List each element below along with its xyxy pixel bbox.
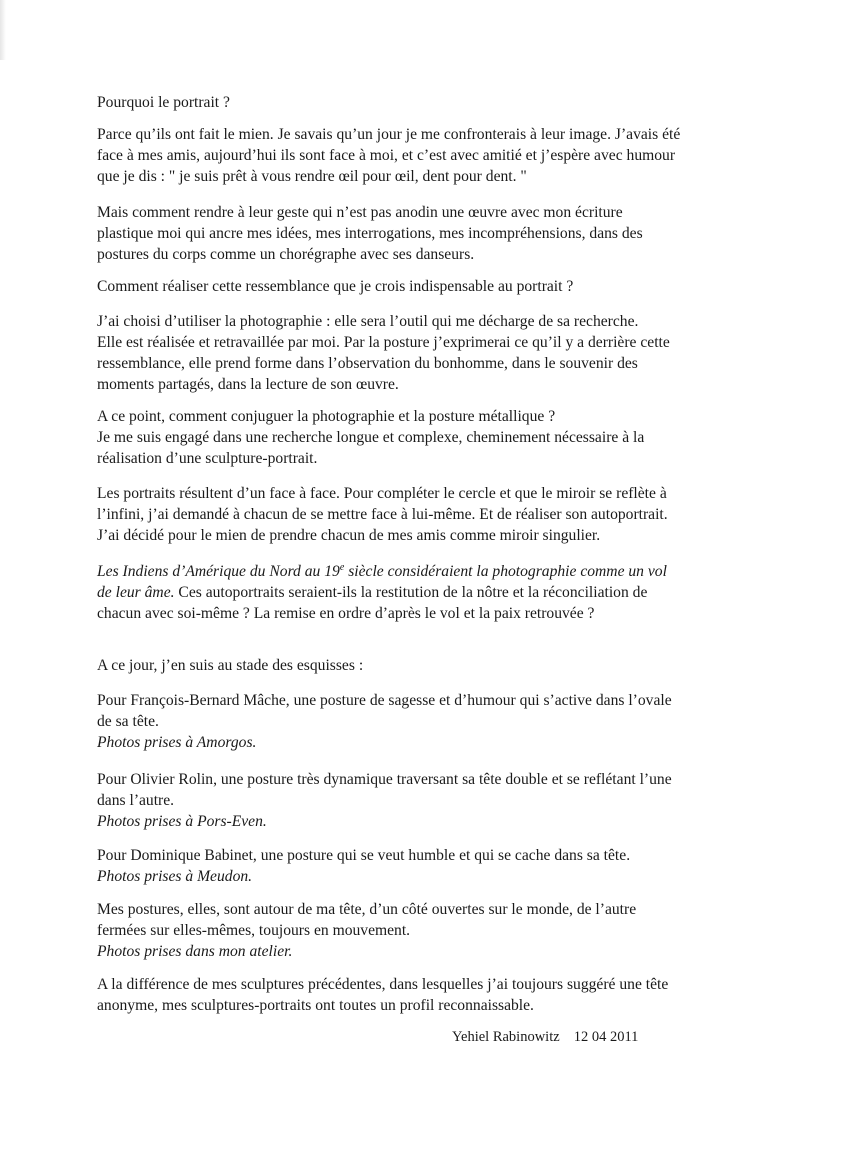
paragraph-7-line-1-start: Les Indiens d’Amérique du Nord au 19	[97, 563, 340, 580]
paragraph-5-line-1: A ce point, comment conjuguer la photographie et la posture métallique ?	[97, 408, 556, 425]
paragraph-7-line-1	[97, 561, 667, 582]
paragraph-7-line-2-rest: Ces autoportraits seraient-ils la restitution de la nôtre et la réconciliation de	[174, 584, 648, 601]
paragraph-3-line-1: Comment réaliser cette ressemblance que je crois indispensable au portrait ?	[97, 278, 574, 295]
paragraph-6-line-3: J’ai décidé pour le mien de prendre chacun de mes amis comme miroir singulier.	[97, 527, 601, 544]
paragraph-2-line-1: Mais comment rendre à leur geste qui n’est pas anodin une œuvre avec mon écriture	[97, 204, 623, 221]
paragraph-6-line-2: l’infini, j’ai demandé à chacun de se mettre face à lui-même. Et de réaliser son autoportrait.	[97, 506, 668, 523]
paragraph-9-line-2: de sa tête.	[97, 713, 159, 730]
paragraph-12-line-1: Mes postures, elles, sont autour de ma tête, d’un côté ouvertes sur le monde, de l’autre	[97, 901, 637, 918]
signature-date: 12 04 2011	[573, 1029, 639, 1045]
paragraph-7-line-2	[97, 582, 647, 603]
paragraph-13-line-2: anonyme, mes sculptures-portraits ont toutes un profil reconnaissable.	[97, 997, 534, 1014]
paragraph-7-line-2-italic: de leur âme.	[97, 584, 175, 601]
paragraph-10-line-1: Pour Olivier Rolin, une posture très dynamique traversant sa tête double et se reflétant l’une	[97, 771, 672, 788]
paragraph-2-line-3: postures du corps comme un chorégraphe avec ses danseurs.	[97, 246, 475, 263]
paragraph-10-caption: Photos prises à Pors-Even.	[97, 813, 267, 830]
paragraph-7-line-3: chacun avec soi-même ? La remise en ordre d’après le vol et la paix retrouvée ?	[97, 605, 595, 622]
paragraph-12-caption: Photos prises dans mon atelier.	[97, 943, 293, 960]
paragraph-1-line-1: Parce qu’ils ont fait le mien. Je savais qu’un jour je me confronterais à leur image. J’avais été	[97, 126, 681, 143]
paragraph-6-line-1: Les portraits résultent d’un face à face. Pour compléter le cercle et que le miroir se reflète à	[97, 485, 667, 502]
signature	[452, 1027, 638, 1047]
heading: Pourquoi le portrait ?	[97, 94, 230, 111]
paragraph-2-line-2: plastique moi qui ancre mes idées, mes interrogations, mes incompréhensions, dans des	[97, 225, 643, 242]
paragraph-8-line-1: A ce jour, j’en suis au stade des esquisses :	[97, 657, 364, 674]
paragraph-4-line-4: moments partagés, dans la lecture de son œuvre.	[97, 376, 399, 393]
paragraph-5-line-3: réalisation d’une sculpture-portrait.	[97, 450, 318, 467]
paragraph-9-caption: Photos prises à Amorgos.	[97, 734, 257, 751]
paragraph-1-line-3: que je dis : " je suis prêt à vous rendre œil pour œil, dent pour dent. "	[97, 168, 527, 185]
paragraph-10-line-2: dans l’autre.	[97, 792, 175, 809]
paragraph-4-line-2: Elle est réalisée et retravaillée par moi. Par la posture j’exprimerai ce qu’il y a derrière cette	[97, 334, 670, 351]
paragraph-9-line-1: Pour François-Bernard Mâche, une posture de sagesse et d’humour qui s’active dans l’ovale	[97, 692, 672, 709]
century-superscript: e	[339, 561, 345, 573]
scan-edge	[0, 0, 6, 60]
paragraph-4-line-1: J’ai choisi d’utiliser la photographie : elle sera l’outil qui me décharge de sa recherche.	[97, 313, 639, 330]
paragraph-4-line-3: ressemblance, elle prend forme dans l’observation du bonhomme, dans le souvenir des	[97, 355, 638, 372]
paragraph-1-line-2: face à mes amis, aujourd’hui ils sont face à moi, et c’est avec amitié et j’espère avec humour	[97, 147, 676, 164]
paragraph-7-line-1-end: siècle considéraient la photographie comme un vol	[344, 563, 667, 580]
paragraph-5-line-2: Je me suis engagé dans une recherche longue et complexe, cheminement nécessaire à la	[97, 429, 645, 446]
paragraph-11-line-1: Pour Dominique Babinet, une posture qui se veut humble et qui se cache dans sa tête.	[97, 847, 631, 864]
paragraph-13-line-1: A la différence de mes sculptures précédentes, dans lesquelles j’ai toujours suggéré une tête	[97, 976, 669, 993]
author-name: Yehiel Rabinowitz	[452, 1029, 560, 1045]
paragraph-12-line-2: fermées sur elles-mêmes, toujours en mouvement.	[97, 922, 411, 939]
paragraph-11-caption: Photos prises à Meudon.	[97, 868, 253, 885]
